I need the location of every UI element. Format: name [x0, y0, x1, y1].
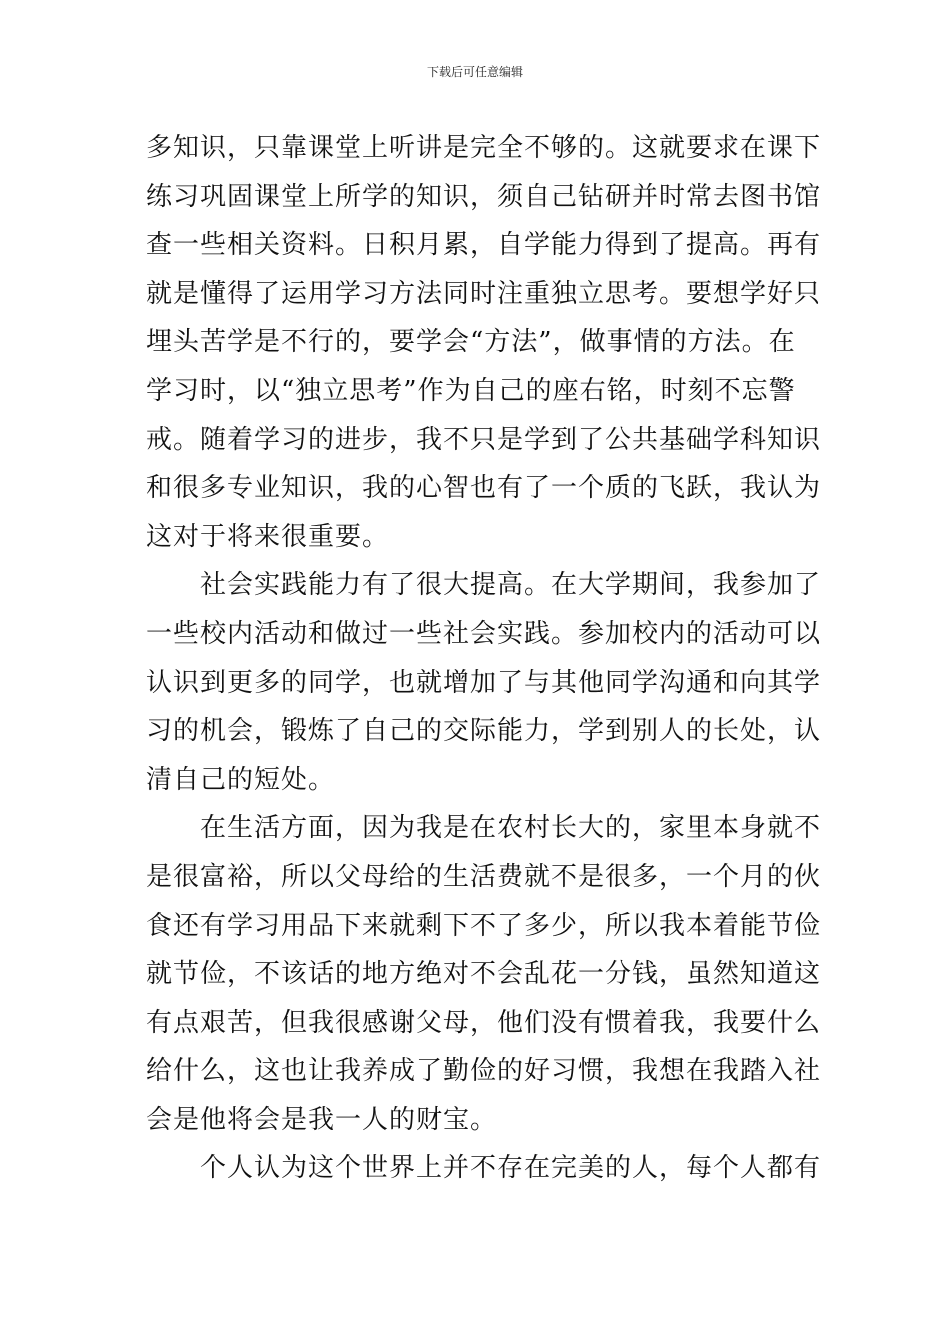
text-line: 给什么，这也让我养成了勤俭的好习惯，我想在我踏入社 — [146, 1056, 822, 1087]
text-line: 会是他将会是我一人的财宝。 — [146, 1104, 498, 1135]
text-line: 这对于将来很重要。 — [146, 521, 390, 552]
text-line: 食还有学习用品下来就剩下不了多少，所以我本着能节俭 — [146, 910, 822, 941]
text-line: 个人认为这个世界上并不存在完美的人，每个人都有 — [146, 1153, 822, 1184]
text-line: 认识到更多的同学，也就增加了与其他同学沟通和向其学 — [146, 667, 822, 698]
text-line: 学习时，以“独立思考”作为自己的座右铭，时刻不忘警 — [146, 375, 796, 406]
text-line: 多知识，只靠课堂上听讲是完全不够的。这就要求在课下 — [146, 133, 822, 163]
text-line: 社会实践能力有了很大提高。在大学期间，我参加了 — [146, 570, 822, 601]
text-line: 有点艰苦，但我很感谢父母，他们没有惯着我，我要什么 — [146, 1007, 822, 1038]
page-header: 下载后可任意编辑 — [426, 65, 523, 79]
text-line: 就节俭，不该话的地方绝对不会乱花一分钱，虽然知道这 — [146, 959, 822, 990]
text-line: 习的机会，锻炼了自己的交际能力，学到别人的长处，认 — [146, 716, 822, 747]
text-line: 埋头苦学是不行的，要学会“方法”，做事情的方法。在 — [146, 327, 796, 358]
text-line: 一些校内活动和做过一些社会实践。参加校内的活动可以 — [146, 618, 822, 649]
text-line: 清自己的短处。 — [146, 764, 336, 795]
text-line: 就是懂得了运用学习方法同时注重独立思考。要想学好只 — [146, 278, 822, 309]
text-line: 和很多专业知识，我的心智也有了一个质的飞跃，我认为 — [146, 473, 822, 504]
text-line: 查一些相关资料。日积月累，自学能力得到了提高。再有 — [146, 230, 822, 261]
text-line: 在生活方面，因为我是在农村长大的，家里本身就不 — [146, 813, 822, 844]
text-line: 戒。随着学习的进步，我不只是学到了公共基础学科知识 — [146, 424, 822, 455]
text-line: 是很富裕，所以父母给的生活费就不是很多，一个月的伙 — [146, 861, 822, 892]
text-line: 练习巩固课堂上所学的知识，须自己钻研并时常去图书馆 — [146, 181, 822, 212]
document-body — [146, 124, 822, 1193]
